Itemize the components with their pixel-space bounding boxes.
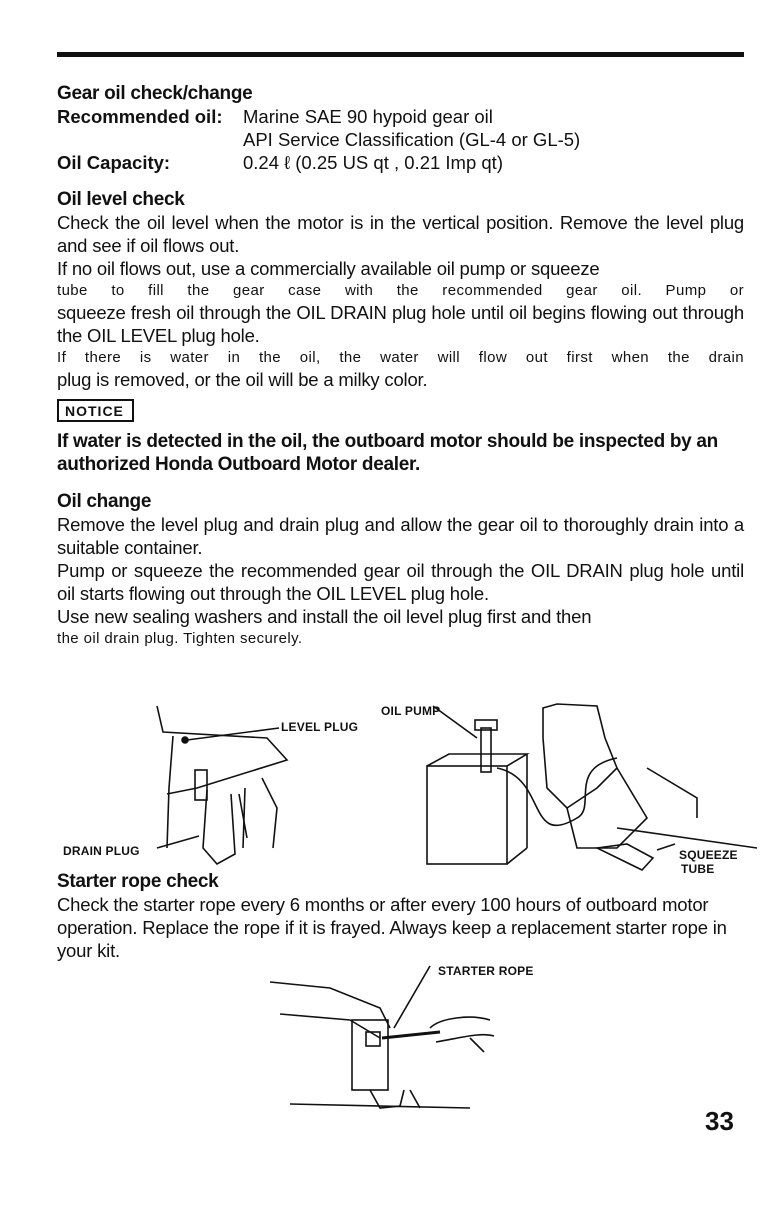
starter-rope-para: Check the starter rope every 6 months or after every 100 hours of outboard motor operation. Replace the rope if it is frayed. Always keep a replacement starter rope in your kit. (57, 894, 727, 961)
starter-rope-illustration (270, 958, 570, 1123)
level-plug-label: LEVEL PLUG (281, 720, 359, 734)
oil-level-para-2a: If no oil flows out, use a commercially available oil pump or squeeze (57, 258, 600, 279)
starter-rope-label: STARTER ROPE (438, 964, 534, 978)
oil-level-para-2c: squeeze fresh oil through the OIL DRAIN plug hole until oil begins flowing out through the OIL LEVEL plug hole. (57, 302, 744, 346)
gear-oil-heading: Gear oil check/change (57, 83, 253, 104)
api-classification: API Service Classification (GL-4 or GL-5) (243, 129, 581, 150)
top-rule (57, 52, 744, 57)
starter-rope-heading: Starter rope check (57, 871, 219, 892)
recommended-oil-label: Recommended oil: (57, 106, 223, 127)
page-number: 33 (705, 1106, 734, 1136)
notice-label: NOTICE (57, 399, 134, 422)
oil-level-para-2b: tube to fill the gear case with the recommended gear oil. Pump or (57, 282, 744, 299)
gear-oil-illustration (57, 698, 757, 878)
gear-oil-figure (57, 698, 757, 878)
oil-change-para-1: Remove the level plug and drain plug and allow the gear oil to thoroughly drain into a suitable container. (57, 514, 744, 558)
starter-rope-section (57, 870, 744, 962)
gear-oil-spec (57, 105, 744, 174)
oil-level-para-1: Check the oil level when the motor is in the vertical position. Remove the level plug and see if oil flows out. (57, 212, 744, 256)
notice-text: If water is detected in the oil, the outboard motor should be inspected by an authorized Honda Outboard Motor dealer. (57, 431, 718, 475)
squeeze-tube-label-1: SQUEEZE (679, 848, 738, 862)
manual-content (57, 82, 744, 649)
oil-change-heading: Oil change (57, 491, 152, 512)
oil-change-para-3a: Use new sealing washers and install the oil level plug first and then (57, 606, 592, 627)
recommended-oil-value: Marine SAE 90 hypoid gear oil (243, 106, 493, 127)
recommended-oil-row (57, 105, 744, 128)
oil-level-para-3a: If there is water in the oil, the water will flow out first when the drain (57, 349, 744, 366)
oil-change-para-3b: the oil drain plug. Tighten securely. (57, 630, 303, 647)
oil-capacity-value: 0.24 ℓ (0.25 US qt , 0.21 Imp qt) (243, 152, 503, 173)
oil-pump-label: OIL PUMP (381, 704, 441, 718)
starter-rope-figure (270, 958, 570, 1123)
drain-plug-label: DRAIN PLUG (63, 844, 140, 858)
oil-capacity-label: Oil Capacity: (57, 152, 171, 173)
oil-level-check-heading: Oil level check (57, 189, 185, 210)
oil-change-para-2: Pump or squeeze the recommended gear oil through the OIL DRAIN plug hole until oil starts flowing out through the OIL LEVEL plug hole. (57, 560, 744, 604)
squeeze-tube-label-2: TUBE (681, 862, 715, 876)
oil-level-para-3b: plug is removed, or the oil will be a milky color. (57, 369, 428, 390)
oil-capacity-row (57, 151, 744, 174)
